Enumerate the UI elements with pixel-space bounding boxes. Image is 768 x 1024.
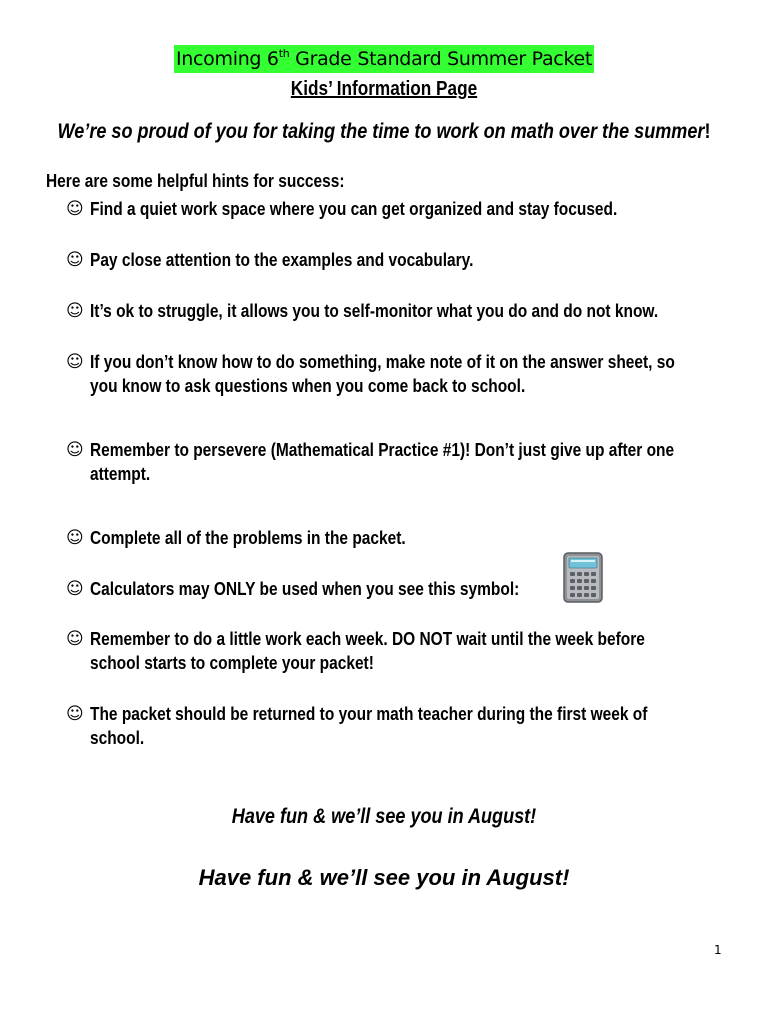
- hint-line: Remember to persevere (Mathematical Practice #1)! Don’t just give up after one: [90, 440, 675, 460]
- smiley-icon: ☺: [66, 579, 84, 599]
- smiley-icon: ☺: [66, 440, 84, 460]
- calculator-icon: [563, 552, 603, 603]
- title-suffix: Grade Standard Summer Packet: [289, 48, 593, 70]
- hint-line: The packet should be returned to your math teacher during the first week of: [90, 704, 648, 724]
- hint-line: Find a quiet work space where you can get organized and stay focused.: [90, 199, 618, 219]
- smiley-icon: ☺: [66, 629, 84, 649]
- hint-line: It’s ok to struggle, it allows you to self-monitor what you do and do not know.: [90, 301, 659, 321]
- hint-text: [90, 577, 744, 601]
- closing-message-large: Have fun & we’ll see you in August!: [198, 865, 570, 890]
- smiley-icon: ☺: [66, 301, 84, 321]
- closing-message-small: Have fun & we’ll see you in August!: [231, 805, 537, 828]
- hint-line: If you don’t know how to do something, make note of it on the answer sheet, so: [90, 352, 675, 372]
- smiley-icon: ☺: [66, 528, 84, 548]
- smiley-icon: ☺: [66, 250, 84, 270]
- hint-text: [90, 248, 744, 272]
- hint-line: school.: [90, 728, 145, 748]
- smiley-icon: ☺: [66, 352, 84, 372]
- intro-exclamation: !: [704, 120, 711, 143]
- smiley-icon: ☺: [66, 704, 84, 724]
- hints-heading: Here are some helpful hints for success:: [46, 171, 345, 191]
- intro-message: [54, 120, 714, 144]
- hint-text: [90, 526, 744, 550]
- intro-text: We’re so proud of you for taking the time to work on math over the summer: [57, 120, 705, 143]
- hint-line: you know to ask questions when you come back to school.: [90, 376, 526, 396]
- title-block: [0, 45, 768, 73]
- title-superscript: th: [278, 47, 290, 60]
- hint-text: [90, 299, 744, 323]
- hint-line: attempt.: [90, 464, 151, 484]
- packet-title: [174, 45, 594, 73]
- page-subtitle: Kids’ Information Page: [290, 78, 478, 100]
- hint-line: Remember to do a little work each week. DO NOT wait until the week before: [90, 629, 645, 649]
- hint-line: Calculators may ONLY be used when you see this symbol:: [90, 579, 520, 599]
- title-prefix: Incoming 6: [175, 48, 279, 70]
- smiley-icon: ☺: [66, 199, 84, 219]
- hint-text: [90, 627, 744, 675]
- hint-line: Pay close attention to the examples and vocabulary.: [90, 250, 474, 270]
- hint-text: [90, 438, 744, 486]
- hint-text: [90, 350, 744, 398]
- hint-text: [90, 702, 744, 750]
- hint-line: Complete all of the problems in the packet.: [90, 528, 406, 548]
- hint-text: [90, 197, 744, 221]
- page-number: 1: [714, 943, 722, 957]
- hint-line: school starts to complete your packet!: [90, 653, 374, 673]
